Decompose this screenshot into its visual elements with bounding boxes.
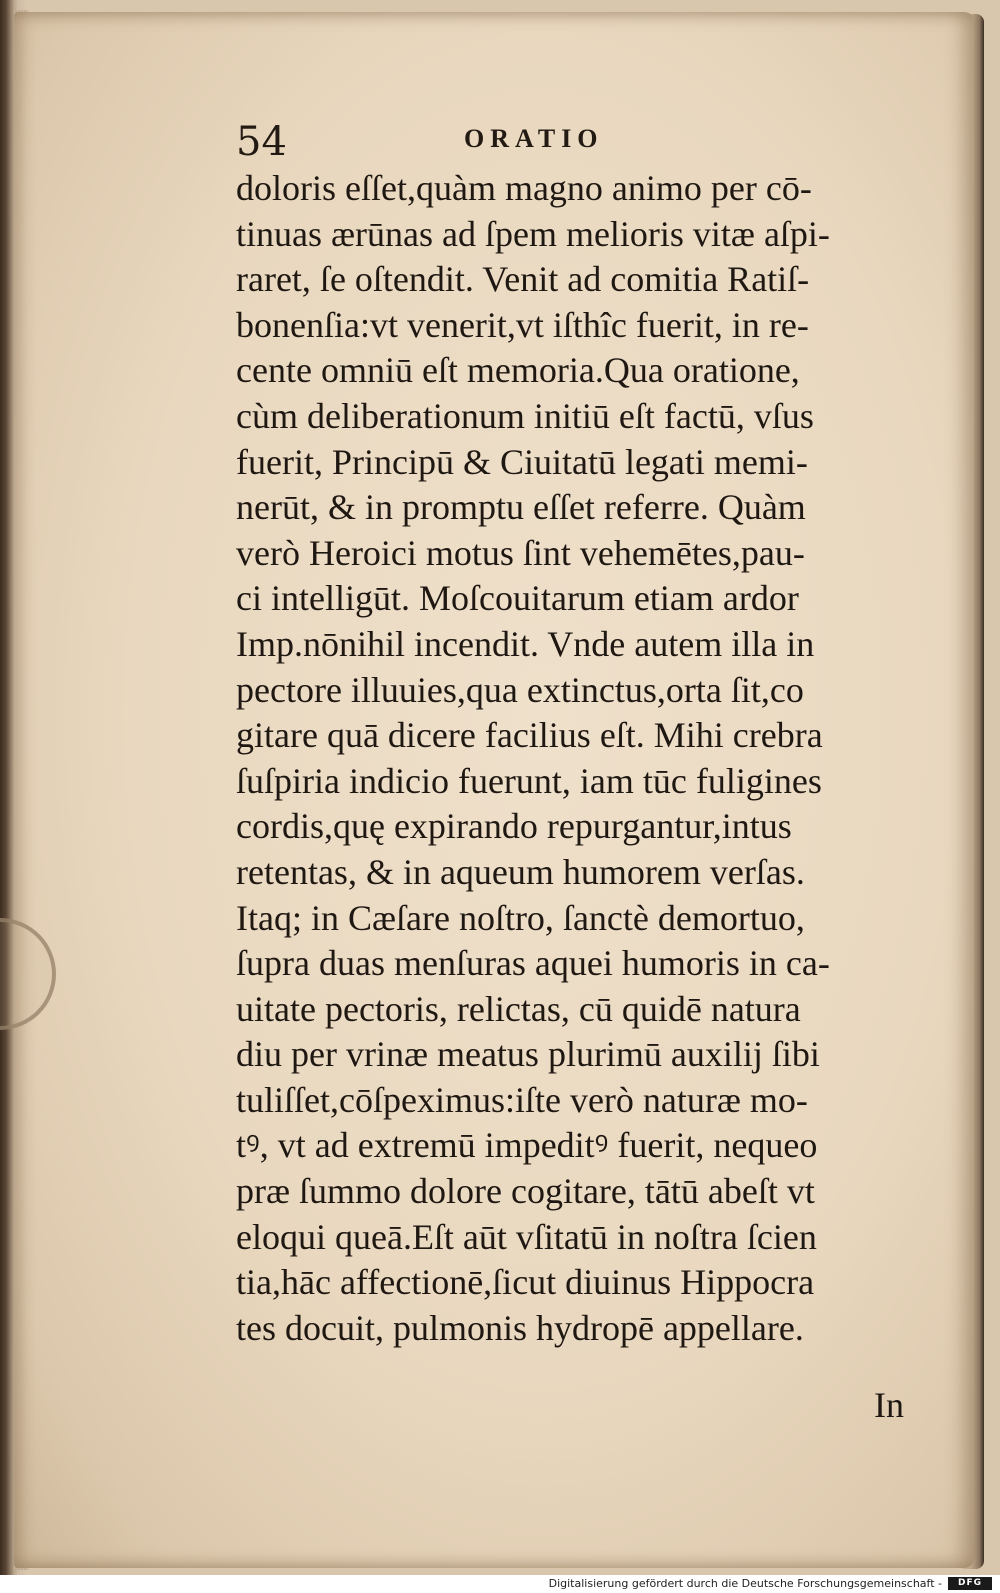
text-line-3: raret, ſe oſtendit. Venit ad comitia Ratiſ- [236,259,810,300]
text-line-10: ci intelligūt. Moſcouitarum etiam ardor [236,578,799,619]
text-line-24: eloqui queā.Eſt aūt vſitatū in noſtra ſcien [236,1216,817,1257]
body-text [236,166,936,1351]
running-title: ORATIO [464,124,604,153]
digitization-note: Digitalisierung gefördert durch die Deutsche Forschungsgemeinschaft - [548,1577,942,1590]
text-line-16: retentas, & in aqueum humorem verſas. [236,851,805,892]
dfg-logo: DFG [948,1577,992,1590]
text-line-21: tuliſſet,cōſpeximus:iſte verò naturæ mo- [236,1079,808,1120]
text-line-9: verò Heroici motus ſint vehemētes,pau- [236,532,805,573]
text-line-5: cente omniū eſt memoria.Qua oratione, [236,350,800,391]
text-line-20: diu per vrinæ meatus plurimū auxilij ſibi [236,1034,820,1075]
text-line-26: tes docuit, pulmonis hydropē appellare. [236,1307,804,1348]
text-line-15: cordis,quę expirando repurgantur,intus [236,806,792,847]
text-line-18: ſupra duas menſuras aquei humoris in ca- [236,943,830,984]
text-line-7: fuerit, Principū & Ciuitatū legati memi- [236,441,808,482]
text-line-22: tꝰ, vt ad extremū impeditꝰ fuerit, nequeo [236,1125,818,1166]
text-line-14: ſuſpiria indicio fuerunt, iam tūc fuligines [236,760,822,801]
text-line-17: Itaq; in Cæſare noſtro, ſanctè demortuo, [236,897,805,938]
text-line-11: Imp.nōnihil incendit. Vnde autem illa in [236,623,815,664]
catchword: In [874,1385,904,1425]
digitization-footer [0,1575,1000,1593]
text-line-13: gitare quā dicere facilius eſt. Mihi crebra [236,715,823,756]
text-line-23: præ ſummo dolore cogitare, tātū abeſt vt [236,1171,815,1212]
text-line-19: uitate pectoris, relictas, cū quidē natura [236,988,801,1029]
text-line-25: tia,hāc affectionē,ſicut diuinus Hippocra [236,1262,815,1303]
text-line-8: nerūt, & in promptu eſſet referre. Quàm [236,487,806,528]
text-line-12: pectore illuuies,qua extinctus,orta ſit,co [236,669,804,710]
page-header [236,116,936,166]
text-line-1: doloris eſſet,quàm magno animo per cō- [236,168,812,208]
text-line-6: cùm deliberationum initiū eſt factū, vſus [236,395,814,436]
text-line-2: tinuas ærūnas ad ſpem melioris vitæ aſpi- [236,213,830,254]
page-number: 54 [236,119,287,165]
text-line-4: bonenſia:vt venerit,vt iſthîc fuerit, in re- [236,304,809,345]
